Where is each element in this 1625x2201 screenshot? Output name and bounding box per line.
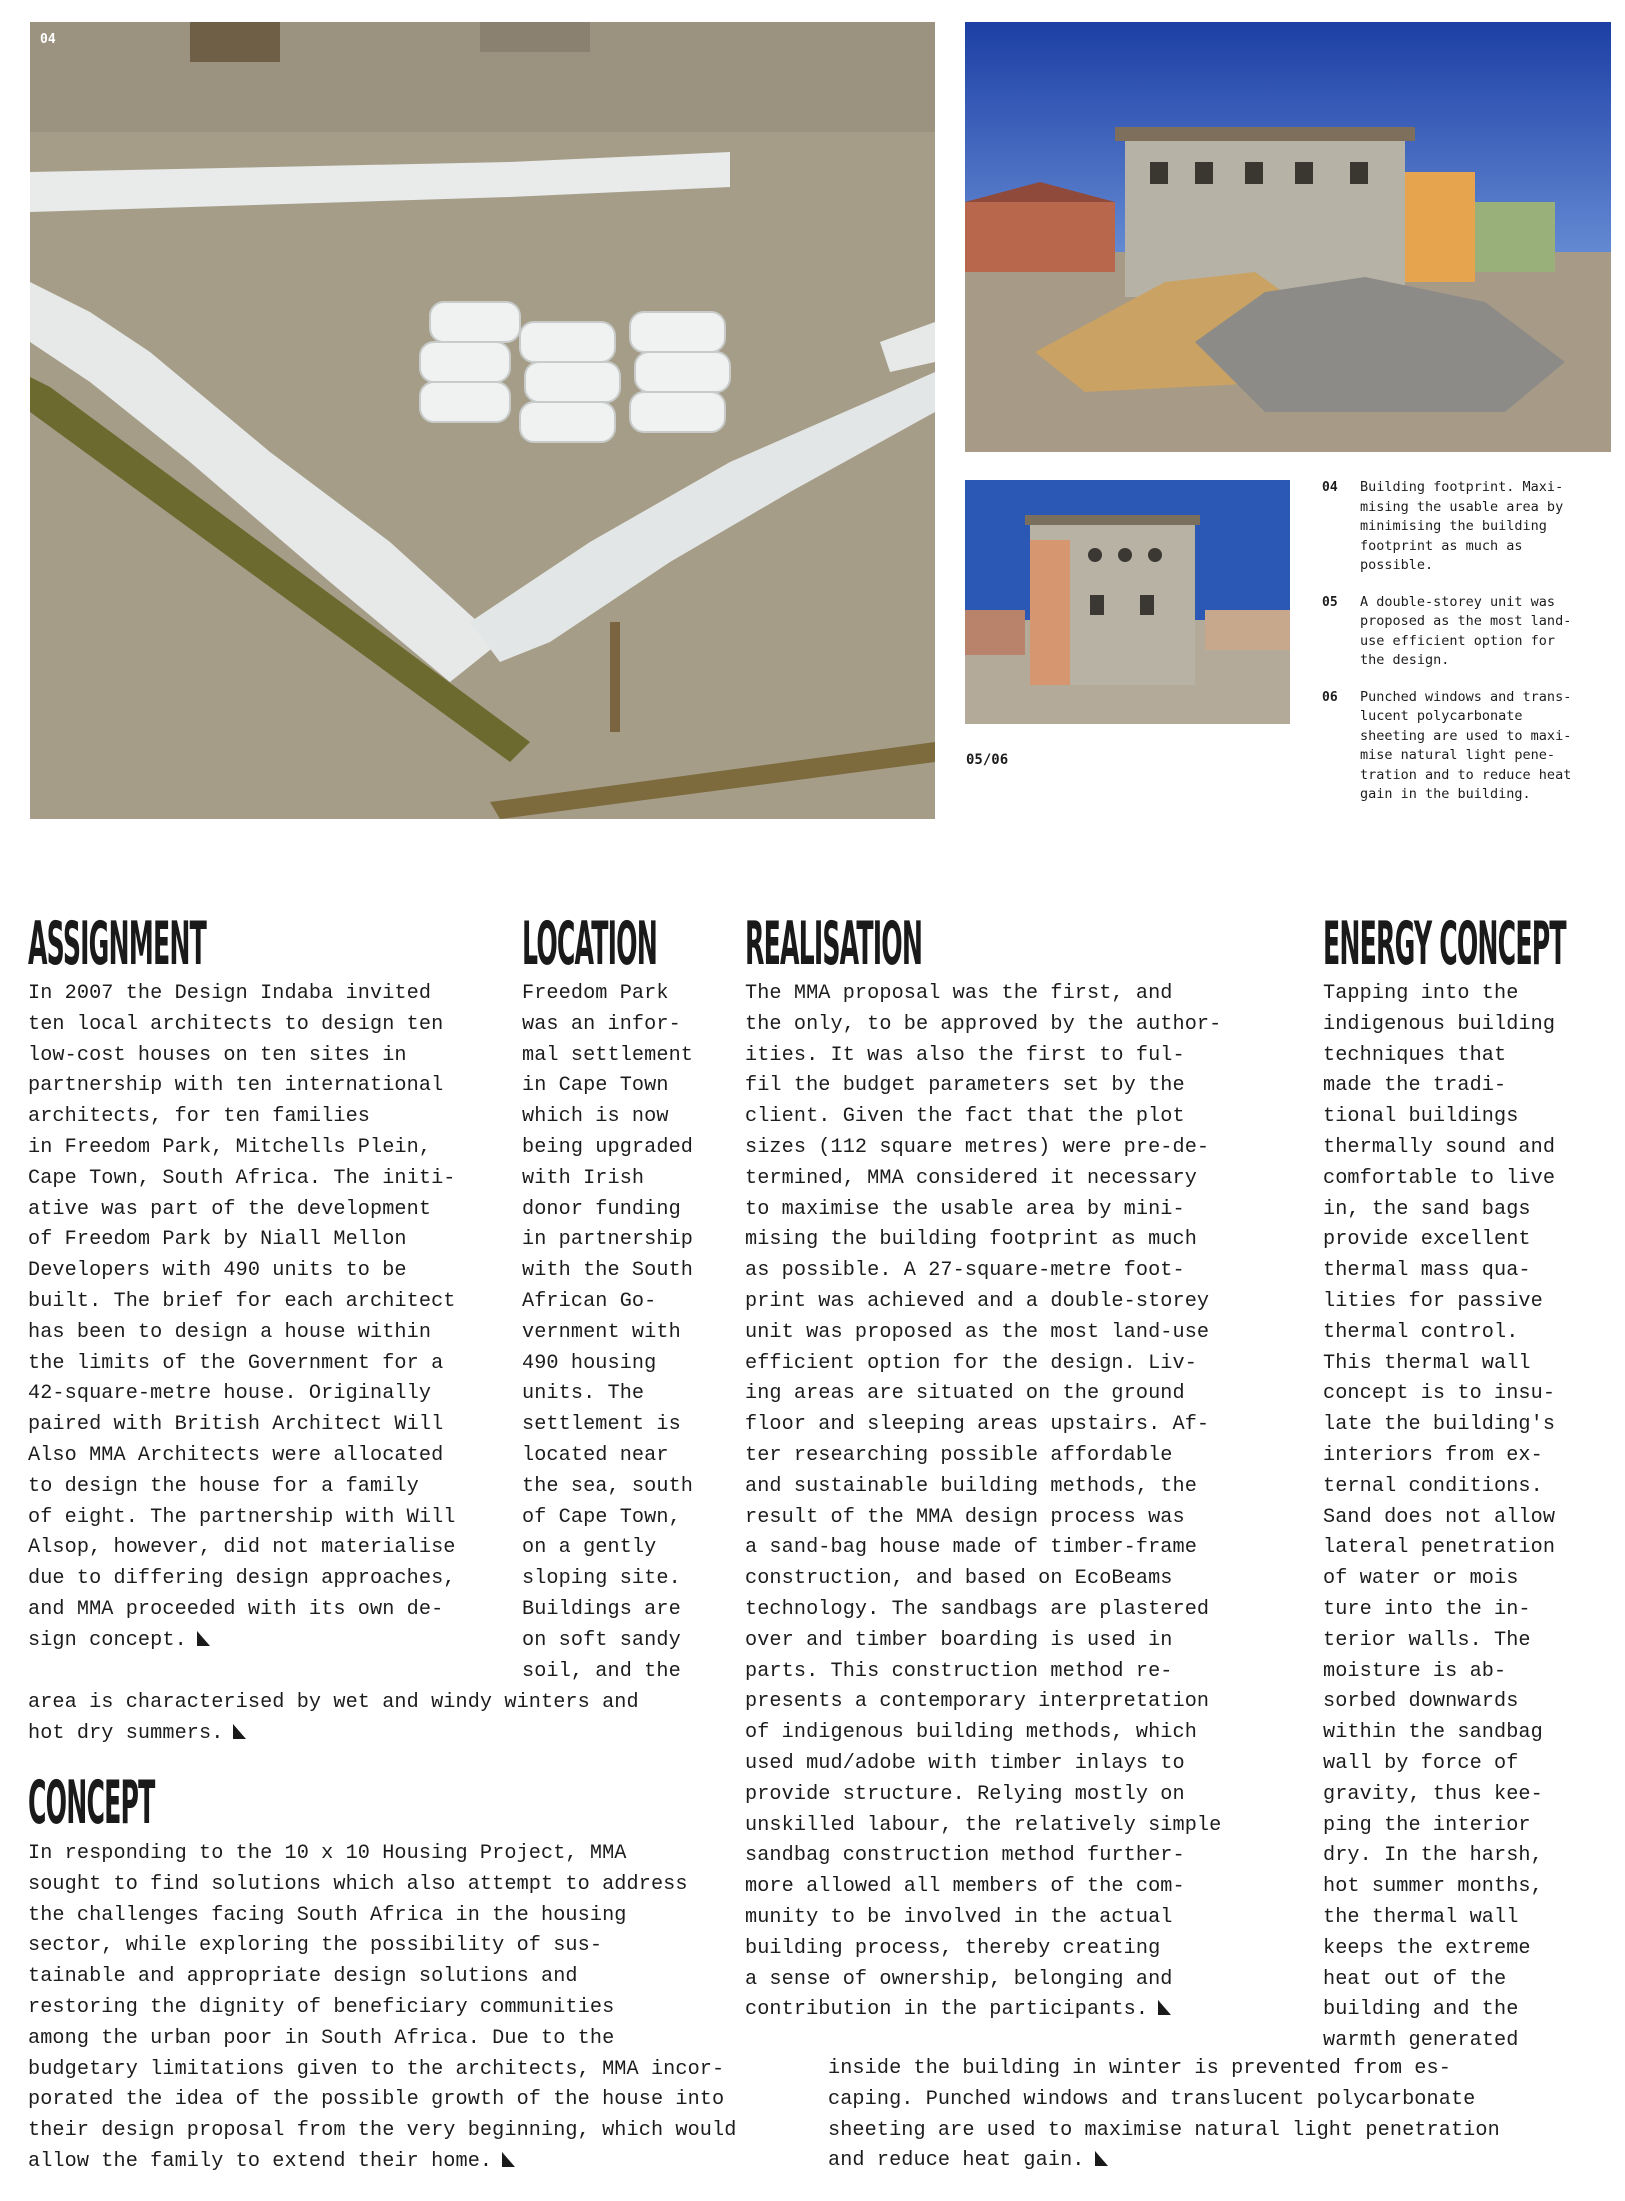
assignment-text: In 2007 the Design Indaba invited ten local architects to design ten low-cost houses on ten sites in partnership with ten international architects, for ten families in Freedom Park, Mitchells Plein, Cape Town, South Africa. The initi- ative was part of the development of Freedom Park by Niall Mellon Developers with 490 units to be built. The brief for each architect has been to design a house within the limits of the Government for a 42-square-metre house. Originally paired with British Architect Will Also MMA Architects were allocated to design the house for a family of eight. The partnership with Will Alsop, however, did not materialise due to differing design approaches, and MMA proceeded with its own de- sign concept. [28,982,456,1652]
end-mark-icon [1095,2151,1108,2166]
caption-text: Punched windows and trans- lucent polycarbonate sheeting are used to maxi- mise natural light pene- tration and to reduce heat gain in the building. [1360,688,1572,802]
heading-assignment: ASSIGNMENT [28,909,206,979]
caption-05 [1322,593,1612,671]
energy-concept-text: Tapping into the indigenous building techniques that made the tradi- tional buildings thermally sound and comfortable to live in, the sand bags provide excellent thermal mass qua- lities for passive thermal control. This thermal wall concept is to insu- late the building's interiors from ex- ternal conditions. Sand does not allow lateral penetration of water or mois ture into the in- terior walls. The moisture is ab- sorbed downwards within the sandbag wall by force of gravity, thus kee- ping the interior dry. In the harsh, hot summer months, the thermal wall keeps the extreme heat out of the building and the warmth generated [1323,982,1556,2053]
caption-text: A double-storey unit was proposed as the most land- use efficient option for the design. [1360,593,1572,668]
end-mark-icon [197,1631,210,1646]
photo-number-05-06: 05/06 [966,752,1009,768]
photo-04-sandbag-footprint [30,22,935,819]
photo-05-double-storey-unit [965,22,1611,452]
end-mark-icon [502,2152,515,2167]
caption-number: 06 [1322,689,1338,705]
caption-number: 05 [1322,594,1338,610]
photo-06-unit-side-view [965,480,1290,724]
heading-realisation: REALISATION [745,909,923,979]
energy-concept-text-continued: inside the building in winter is prevented from es- caping. Punched windows and translucent polycarbonate sheeting are used to maximise natural light penetration and reduce heat gain. [828,2057,1500,2173]
caption-04 [1322,478,1612,576]
heading-energy-concept: ENERGY CONCEPT [1323,909,1566,979]
heading-concept: CONCEPT [28,1768,155,1838]
realisation-text: The MMA proposal was the first, and the only, to be approved by the author- ities. It was also the first to ful- fil the budget parameters set by the client. Given the fact that the plot sizes (112 square metres) were pre-de- termined, MMA considered it necessary to maximise the usable area by mini- mising the building footprint as much as possible. A 27-square-metre foot- print was achieved and a double-storey unit was proposed as the most land-use efficient option for the design. Liv- ing areas are situated on the ground floor and sleeping areas upstairs. Af- ter researching possible affordable and sustainable building methods, the result of the MMA design process was a sand-bag house made of timber-frame construction, and based on EcoBeams technology. The sandbags are plastered over and timber boarding is used in parts. This construction method re- presents a contemporary interpretation of indigenous building methods, which used mud/adobe with timber inlays to provide structure. Relying mostly on unskilled labour, the relatively simple sandbag construction method further- more allowed all members of the com- munity to be involved in the actual building process, thereby creating a sense of ownership, belonging and contribution in the participants. [745,982,1222,2022]
end-mark-icon [1158,2000,1171,2015]
location-text: Freedom Park was an infor- mal settlement in Cape Town which is now being upgraded with Irish donor funding in partnership with the South African Go- vernment with 490 housing units. The settlement is located near the sea, south of Cape Town, on a gently sloping site. Buildings are on soft sandy soil, and the [522,982,694,1683]
location-text-continued: area is characterised by wet and windy winters and hot dry summers. [28,1691,639,1745]
photo-captions [1322,478,1612,822]
photo-number-04: 04 [40,32,56,47]
concept-text: In responding to the 10 x 10 Housing Project, MMA sought to find solutions which also attempt to address the challenges facing South Africa in the housing sector, while exploring the possibility of sus- tainable and appropriate design solutions and restoring the dignity of beneficiary communities among the urban poor in South Africa. Due to the budgetary limitations given to the architects, MMA incor- porated the idea of the possible growth of the house into their design proposal from the very beginning, which would allow the family to extend their home. [28,1842,737,2173]
end-mark-icon [233,1724,246,1739]
caption-06 [1322,688,1612,805]
caption-text: Building footprint. Maxi- mising the usable area by minimising the building footprint as much as possible. [1360,479,1564,573]
caption-number: 04 [1322,480,1338,495]
heading-location: LOCATION [522,909,657,979]
